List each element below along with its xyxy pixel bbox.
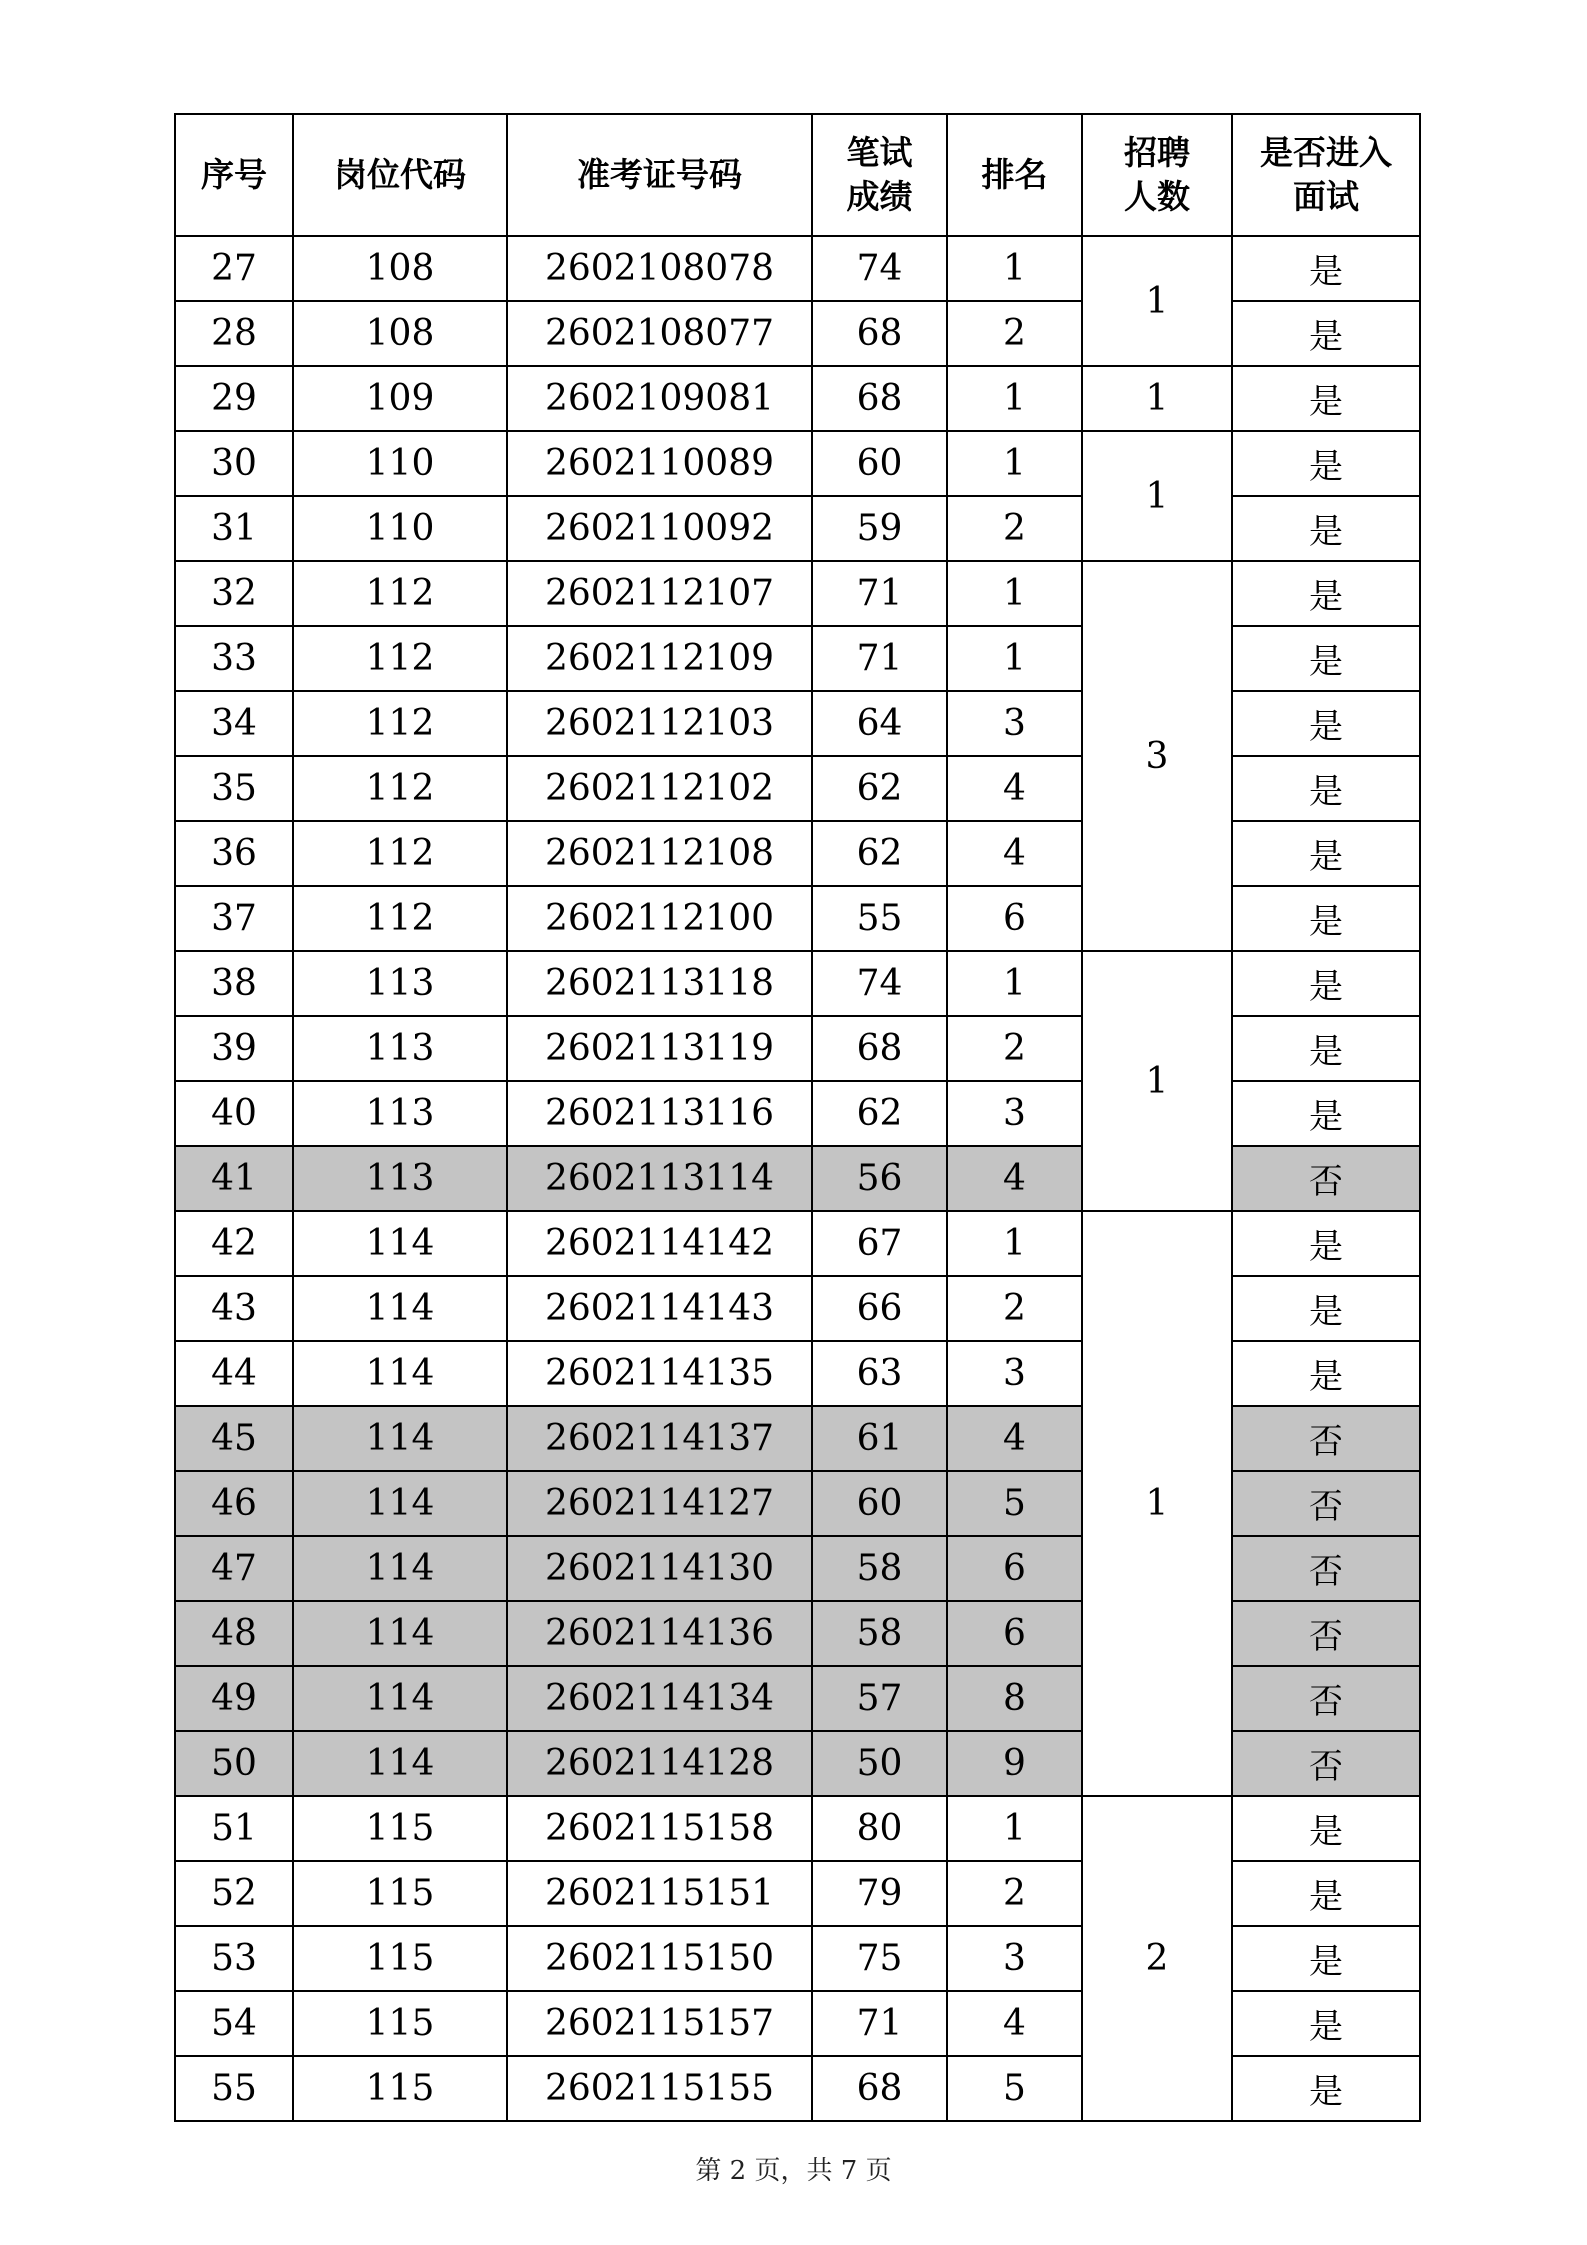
table-row: [175, 1536, 1420, 1601]
cell-post-code: 115: [293, 1796, 507, 1861]
cell-written-score: 56: [812, 1146, 947, 1211]
cell-seq: 44: [175, 1341, 293, 1406]
header-written-score: 笔试 成绩: [812, 114, 947, 236]
cell-rank: 4: [947, 821, 1082, 886]
cell-enter-interview: 是: [1232, 431, 1420, 496]
cell-seq: 35: [175, 756, 293, 821]
cell-enter-interview: 是: [1232, 1081, 1420, 1146]
table-row: [175, 1861, 1420, 1926]
cell-post-code: 114: [293, 1731, 507, 1796]
cell-post-code: 115: [293, 1991, 507, 2056]
cell-seq: 36: [175, 821, 293, 886]
cell-written-score: 67: [812, 1211, 947, 1276]
table-row: [175, 2056, 1420, 2121]
cell-seq: 45: [175, 1406, 293, 1471]
table-row: [175, 366, 1420, 431]
cell-hire-count: 1: [1082, 431, 1232, 561]
cell-enter-interview: 是: [1232, 1991, 1420, 2056]
header-enter-interview: 是否进入 面试: [1232, 114, 1420, 236]
page-footer: 第 2 页，共 7 页: [695, 2156, 892, 2186]
cell-rank: 1: [947, 626, 1082, 691]
cell-post-code: 112: [293, 691, 507, 756]
cell-ticket-number: 2602112100: [507, 886, 812, 951]
table-row: [175, 756, 1420, 821]
cell-enter-interview: 是: [1232, 496, 1420, 561]
cell-ticket-number: 2602109081: [507, 366, 812, 431]
cell-post-code: 114: [293, 1211, 507, 1276]
cell-enter-interview: 是: [1232, 301, 1420, 366]
cell-ticket-number: 2602115157: [507, 1991, 812, 2056]
cell-seq: 30: [175, 431, 293, 496]
table-row: [175, 886, 1420, 951]
table-row: [175, 1666, 1420, 1731]
cell-post-code: 113: [293, 1081, 507, 1146]
cell-post-code: 114: [293, 1406, 507, 1471]
cell-seq: 34: [175, 691, 293, 756]
cell-written-score: 71: [812, 561, 947, 626]
cell-hire-count: 3: [1082, 561, 1232, 951]
table-row: [175, 1731, 1420, 1796]
table-row: [175, 561, 1420, 626]
cell-ticket-number: 2602112108: [507, 821, 812, 886]
cell-post-code: 115: [293, 1926, 507, 1991]
cell-seq: 46: [175, 1471, 293, 1536]
table-row: [175, 691, 1420, 756]
table-row: [175, 1081, 1420, 1146]
cell-ticket-number: 2602114142: [507, 1211, 812, 1276]
cell-rank: 3: [947, 1341, 1082, 1406]
cell-written-score: 60: [812, 1471, 947, 1536]
cell-written-score: 58: [812, 1601, 947, 1666]
cell-enter-interview: 是: [1232, 691, 1420, 756]
cell-rank: 6: [947, 886, 1082, 951]
cell-rank: 2: [947, 1016, 1082, 1081]
cell-rank: 4: [947, 1991, 1082, 2056]
cell-rank: 1: [947, 1796, 1082, 1861]
cell-post-code: 114: [293, 1276, 507, 1341]
cell-enter-interview: 是: [1232, 1926, 1420, 1991]
cell-ticket-number: 2602113118: [507, 951, 812, 1016]
table-row: [175, 1276, 1420, 1341]
cell-rank: 1: [947, 561, 1082, 626]
cell-written-score: 64: [812, 691, 947, 756]
cell-hire-count: 1: [1082, 236, 1232, 366]
cell-enter-interview: 否: [1232, 1146, 1420, 1211]
cell-enter-interview: 是: [1232, 821, 1420, 886]
cell-seq: 51: [175, 1796, 293, 1861]
cell-written-score: 59: [812, 496, 947, 561]
table-row: [175, 496, 1420, 561]
table-row: [175, 1991, 1420, 2056]
cell-ticket-number: 2602113116: [507, 1081, 812, 1146]
cell-post-code: 115: [293, 2056, 507, 2121]
cell-ticket-number: 2602114127: [507, 1471, 812, 1536]
cell-rank: 8: [947, 1666, 1082, 1731]
cell-post-code: 114: [293, 1471, 507, 1536]
cell-written-score: 58: [812, 1536, 947, 1601]
cell-ticket-number: 2602113119: [507, 1016, 812, 1081]
cell-hire-count: 1: [1082, 1211, 1232, 1796]
cell-written-score: 63: [812, 1341, 947, 1406]
cell-rank: 1: [947, 236, 1082, 301]
cell-post-code: 108: [293, 301, 507, 366]
cell-rank: 4: [947, 1406, 1082, 1471]
cell-seq: 54: [175, 1991, 293, 2056]
cell-post-code: 112: [293, 561, 507, 626]
cell-written-score: 79: [812, 1861, 947, 1926]
cell-rank: 2: [947, 301, 1082, 366]
cell-enter-interview: 是: [1232, 236, 1420, 301]
cell-post-code: 112: [293, 886, 507, 951]
cell-written-score: 75: [812, 1926, 947, 1991]
cell-enter-interview: 否: [1232, 1406, 1420, 1471]
cell-rank: 3: [947, 691, 1082, 756]
cell-ticket-number: 2602114135: [507, 1341, 812, 1406]
table-row: [175, 1146, 1420, 1211]
cell-written-score: 62: [812, 821, 947, 886]
table-row: [175, 1406, 1420, 1471]
cell-written-score: 68: [812, 366, 947, 431]
cell-rank: 4: [947, 1146, 1082, 1211]
cell-enter-interview: 否: [1232, 1536, 1420, 1601]
cell-seq: 50: [175, 1731, 293, 1796]
table-row: [175, 1341, 1420, 1406]
table-row: [175, 1926, 1420, 1991]
cell-post-code: 113: [293, 1146, 507, 1211]
table-row: [175, 301, 1420, 366]
table-row: [175, 951, 1420, 1016]
cell-written-score: 74: [812, 951, 947, 1016]
cell-ticket-number: 2602108078: [507, 236, 812, 301]
cell-post-code: 113: [293, 951, 507, 1016]
cell-ticket-number: 2602110092: [507, 496, 812, 561]
cell-ticket-number: 2602108077: [507, 301, 812, 366]
cell-ticket-number: 2602114136: [507, 1601, 812, 1666]
cell-rank: 6: [947, 1536, 1082, 1601]
cell-written-score: 55: [812, 886, 947, 951]
table-row: [175, 1016, 1420, 1081]
header-post-code: 岗位代码: [293, 114, 507, 236]
cell-post-code: 110: [293, 496, 507, 561]
cell-ticket-number: 2602112103: [507, 691, 812, 756]
cell-seq: 47: [175, 1536, 293, 1601]
cell-enter-interview: 否: [1232, 1601, 1420, 1666]
cell-post-code: 109: [293, 366, 507, 431]
cell-seq: 43: [175, 1276, 293, 1341]
cell-rank: 1: [947, 951, 1082, 1016]
cell-seq: 32: [175, 561, 293, 626]
cell-enter-interview: 是: [1232, 1861, 1420, 1926]
cell-ticket-number: 2602114137: [507, 1406, 812, 1471]
header-ticket-number: 准考证号码: [507, 114, 812, 236]
cell-written-score: 68: [812, 2056, 947, 2121]
cell-ticket-number: 2602115155: [507, 2056, 812, 2121]
cell-seq: 29: [175, 366, 293, 431]
cell-rank: 5: [947, 2056, 1082, 2121]
table-row: [175, 1601, 1420, 1666]
table-row: [175, 236, 1420, 301]
table-row: [175, 1796, 1420, 1861]
cell-ticket-number: 2602114134: [507, 1666, 812, 1731]
cell-seq: 37: [175, 886, 293, 951]
cell-rank: 6: [947, 1601, 1082, 1666]
cell-rank: 2: [947, 1861, 1082, 1926]
cell-enter-interview: 是: [1232, 626, 1420, 691]
cell-rank: 1: [947, 1211, 1082, 1276]
cell-written-score: 57: [812, 1666, 947, 1731]
cell-enter-interview: 是: [1232, 756, 1420, 821]
table-row: [175, 1211, 1420, 1276]
cell-post-code: 110: [293, 431, 507, 496]
cell-ticket-number: 2602115151: [507, 1861, 812, 1926]
cell-written-score: 71: [812, 1991, 947, 2056]
header-seq: 序号: [175, 114, 293, 236]
table-body: [175, 236, 1420, 2121]
cell-hire-count: 1: [1082, 366, 1232, 431]
cell-post-code: 112: [293, 756, 507, 821]
cell-post-code: 108: [293, 236, 507, 301]
cell-post-code: 114: [293, 1341, 507, 1406]
cell-rank: 1: [947, 431, 1082, 496]
header-hire-count: 招聘 人数: [1082, 114, 1232, 236]
cell-written-score: 62: [812, 1081, 947, 1146]
cell-post-code: 114: [293, 1601, 507, 1666]
cell-ticket-number: 2602112102: [507, 756, 812, 821]
header-rank: 排名: [947, 114, 1082, 236]
cell-enter-interview: 否: [1232, 1666, 1420, 1731]
cell-rank: 1: [947, 366, 1082, 431]
cell-enter-interview: 是: [1232, 366, 1420, 431]
cell-ticket-number: 2602115150: [507, 1926, 812, 1991]
cell-post-code: 112: [293, 626, 507, 691]
cell-ticket-number: 2602114128: [507, 1731, 812, 1796]
cell-ticket-number: 2602114130: [507, 1536, 812, 1601]
cell-rank: 4: [947, 756, 1082, 821]
cell-ticket-number: 2602112109: [507, 626, 812, 691]
cell-written-score: 62: [812, 756, 947, 821]
cell-seq: 53: [175, 1926, 293, 1991]
cell-rank: 2: [947, 1276, 1082, 1341]
cell-seq: 55: [175, 2056, 293, 2121]
cell-written-score: 80: [812, 1796, 947, 1861]
table-row: [175, 821, 1420, 886]
cell-post-code: 114: [293, 1536, 507, 1601]
cell-seq: 41: [175, 1146, 293, 1211]
cell-written-score: 60: [812, 431, 947, 496]
cell-seq: 28: [175, 301, 293, 366]
cell-enter-interview: 否: [1232, 1471, 1420, 1536]
cell-enter-interview: 是: [1232, 1016, 1420, 1081]
cell-rank: 5: [947, 1471, 1082, 1536]
cell-rank: 9: [947, 1731, 1082, 1796]
cell-seq: 42: [175, 1211, 293, 1276]
cell-written-score: 50: [812, 1731, 947, 1796]
cell-hire-count: 1: [1082, 951, 1232, 1211]
cell-seq: 52: [175, 1861, 293, 1926]
cell-seq: 48: [175, 1601, 293, 1666]
cell-enter-interview: 是: [1232, 1211, 1420, 1276]
cell-written-score: 68: [812, 1016, 947, 1081]
cell-seq: 27: [175, 236, 293, 301]
cell-written-score: 71: [812, 626, 947, 691]
cell-ticket-number: 2602112107: [507, 561, 812, 626]
cell-post-code: 114: [293, 1666, 507, 1731]
cell-enter-interview: 是: [1232, 2056, 1420, 2121]
cell-enter-interview: 是: [1232, 1341, 1420, 1406]
cell-ticket-number: 2602114143: [507, 1276, 812, 1341]
table-row: [175, 431, 1420, 496]
cell-enter-interview: 是: [1232, 886, 1420, 951]
table-row: [175, 626, 1420, 691]
cell-ticket-number: 2602110089: [507, 431, 812, 496]
table-row: [175, 1471, 1420, 1536]
cell-post-code: 113: [293, 1016, 507, 1081]
cell-rank: 2: [947, 496, 1082, 561]
cell-enter-interview: 是: [1232, 1276, 1420, 1341]
cell-seq: 31: [175, 496, 293, 561]
cell-written-score: 74: [812, 236, 947, 301]
cell-post-code: 115: [293, 1861, 507, 1926]
cell-post-code: 112: [293, 821, 507, 886]
exam-score-table: [174, 113, 1421, 2122]
cell-seq: 38: [175, 951, 293, 1016]
cell-rank: 3: [947, 1081, 1082, 1146]
cell-seq: 39: [175, 1016, 293, 1081]
cell-enter-interview: 是: [1232, 951, 1420, 1016]
cell-hire-count: 2: [1082, 1796, 1232, 2121]
cell-enter-interview: 是: [1232, 1796, 1420, 1861]
table-header-row: [175, 114, 1420, 236]
cell-rank: 3: [947, 1926, 1082, 1991]
cell-written-score: 68: [812, 301, 947, 366]
cell-ticket-number: 2602113114: [507, 1146, 812, 1211]
cell-written-score: 61: [812, 1406, 947, 1471]
cell-seq: 40: [175, 1081, 293, 1146]
cell-seq: 49: [175, 1666, 293, 1731]
cell-seq: 33: [175, 626, 293, 691]
cell-enter-interview: 否: [1232, 1731, 1420, 1796]
cell-enter-interview: 是: [1232, 561, 1420, 626]
cell-written-score: 66: [812, 1276, 947, 1341]
cell-ticket-number: 2602115158: [507, 1796, 812, 1861]
